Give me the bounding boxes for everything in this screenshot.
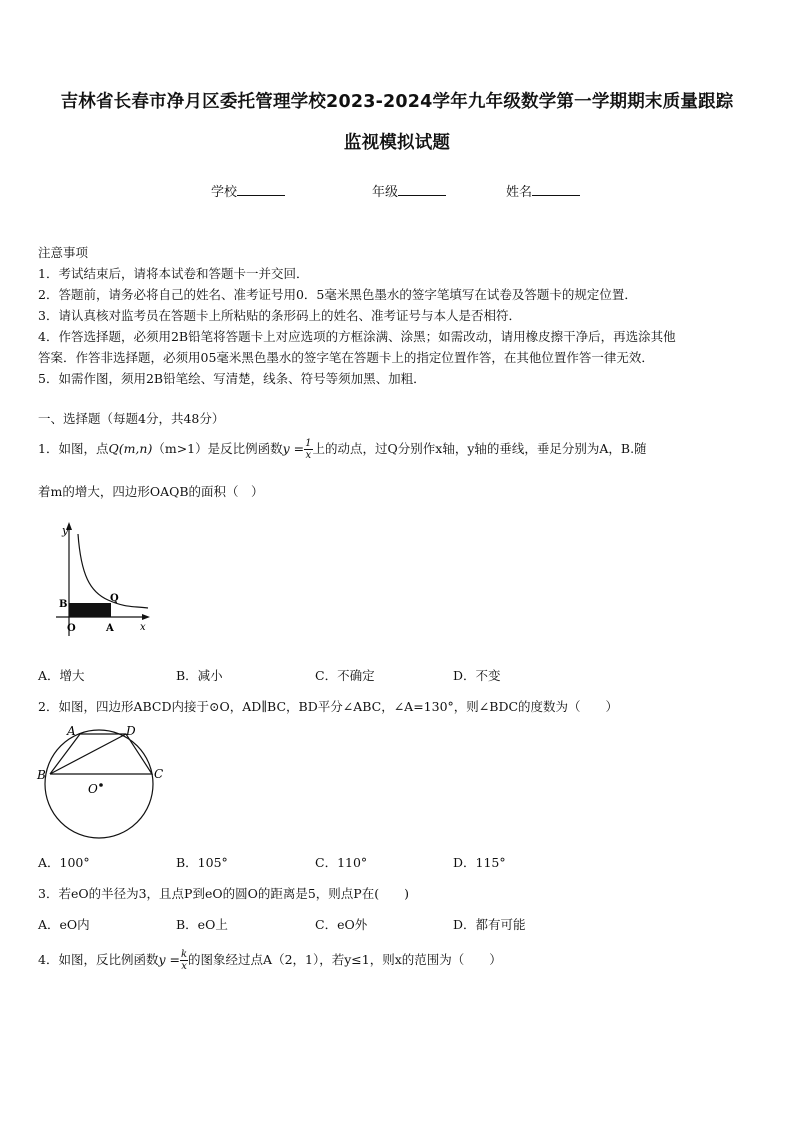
grade-blank[interactable]: [398, 183, 446, 196]
q4-fraction-denominator: x: [181, 961, 187, 972]
exam-title-line1: 吉林省长春市净月区委托管理学校2023-2024学年九年级数学第一学期期末质量跟踪: [60, 92, 734, 112]
note-item: 1．考试结束后，请将本试卷和答题卡一并交回．: [38, 266, 309, 281]
q1-text-start: 1．如图，点: [38, 441, 109, 456]
q3-option-d[interactable]: D．都有可能: [453, 917, 526, 932]
q1-condition: （m>1）是反比例函数: [152, 441, 283, 456]
label-D: D: [126, 724, 136, 738]
q1-option-a[interactable]: A．增大: [38, 668, 85, 683]
q1-option-b[interactable]: B．减小: [176, 668, 223, 683]
name-field[interactable]: [506, 181, 580, 200]
origin-label: O: [67, 623, 76, 634]
q1-option-c[interactable]: C．不确定: [315, 668, 375, 683]
q1-graph: [48, 520, 158, 640]
q4-fraction: [180, 949, 188, 972]
question-4-text: [38, 949, 502, 972]
question-3-text: 3．若eO的半径为3，且点P到eO的圆O的距离是5，则点P在( ): [38, 886, 409, 901]
point-A-label: A: [106, 623, 114, 634]
q1-option-d[interactable]: D．不变: [453, 668, 501, 683]
x-label: x: [140, 622, 146, 633]
q1-fraction-numerator: 1: [305, 438, 312, 449]
q4-function-lhs: y =: [158, 952, 180, 967]
x-axis-arrow: [142, 614, 150, 620]
center-point: [99, 783, 103, 787]
y-label: y: [62, 524, 69, 537]
grade-field[interactable]: [372, 181, 446, 200]
note-item: 4．作答选择题，必须用2B铅笔将答题卡上对应选项的方框涂满、涂黑；如需改动，请用橡皮擦干净后，再选涂其他: [38, 329, 676, 344]
q4-text-start: 4．如图，反比例函数: [38, 952, 159, 967]
q2-option-c[interactable]: C．110°: [315, 855, 368, 870]
q1-text-end: 上的动点，过Q分别作x轴，y轴的垂线，垂足分别为A，B.随: [312, 441, 647, 456]
q1-fraction: [304, 438, 312, 461]
note-item: 3．请认真核对监考员在答题卡上所粘贴的条形码上的姓名、准考证号与本人是否相符．: [38, 308, 521, 323]
q4-text-end: 的图象经过点A（2，1），若y≤1，则x的范围为（ ）: [188, 952, 502, 967]
label-C: C: [154, 767, 164, 781]
circle-o: [45, 730, 153, 838]
q2-option-b[interactable]: B．105°: [176, 855, 228, 870]
q2-option-d[interactable]: D．115°: [453, 855, 506, 870]
q1-function-lhs: y =: [282, 441, 305, 456]
q2-circle-figure: [34, 722, 174, 842]
note-item: 2．答题前，请务必将自己的姓名、准考证号用0．5毫米黑色墨水的签字笔填写在试卷及答题卡的规定位置．: [38, 287, 637, 302]
notes-section: [38, 242, 763, 389]
question-2-text: 2．如图，四边形ABCD内接于⊙O，AD∥BC，BD平分∠ABC，∠A=130°，则∠BDC的度数为（ ）: [38, 699, 619, 714]
q3-option-c[interactable]: C．eO外: [315, 917, 368, 932]
name-label: 姓名: [506, 185, 533, 200]
q3-option-b[interactable]: B．eO上: [176, 917, 228, 932]
q1-point: Q(m,n): [108, 441, 153, 456]
note-item: 答案．作答非选择题，必须用05毫米黑色墨水的签字笔在答题卡上的指定位置作答，在其他位置作答一律无效．: [38, 350, 654, 365]
section-heading: 一、选择题（每题4分，共48分）: [38, 411, 225, 426]
label-B: B: [37, 768, 46, 782]
notes-heading: 注意事项: [38, 245, 89, 260]
shaded-rectangle: [69, 603, 111, 617]
school-label: 学校: [211, 185, 238, 200]
q3-option-a[interactable]: A．eO内: [38, 917, 90, 932]
point-Q-label: Q: [110, 593, 119, 604]
label-O: O: [88, 782, 98, 796]
q2-option-a[interactable]: A．100°: [38, 855, 90, 870]
school-blank[interactable]: [237, 183, 285, 196]
question-1-line1: [38, 438, 647, 461]
school-field[interactable]: [211, 181, 285, 200]
exam-title-line2: 监视模拟试题: [343, 133, 451, 153]
label-A: A: [67, 724, 76, 738]
quadrilateral-abcd: [50, 734, 152, 774]
question-1-line2: 着m的增大，四边形OAQB的面积（ ）: [38, 484, 264, 499]
note-item: 5．如需作图，须用2B铅笔绘、写清楚，线条、符号等须加黑、加粗．: [38, 371, 426, 386]
point-B-label: B: [59, 599, 68, 610]
grade-label: 年级: [372, 185, 399, 200]
diagonal-bd: [50, 734, 126, 774]
name-blank[interactable]: [532, 183, 580, 196]
q4-fraction-numerator: k: [180, 949, 188, 960]
q1-fraction-denominator: x: [305, 450, 312, 461]
